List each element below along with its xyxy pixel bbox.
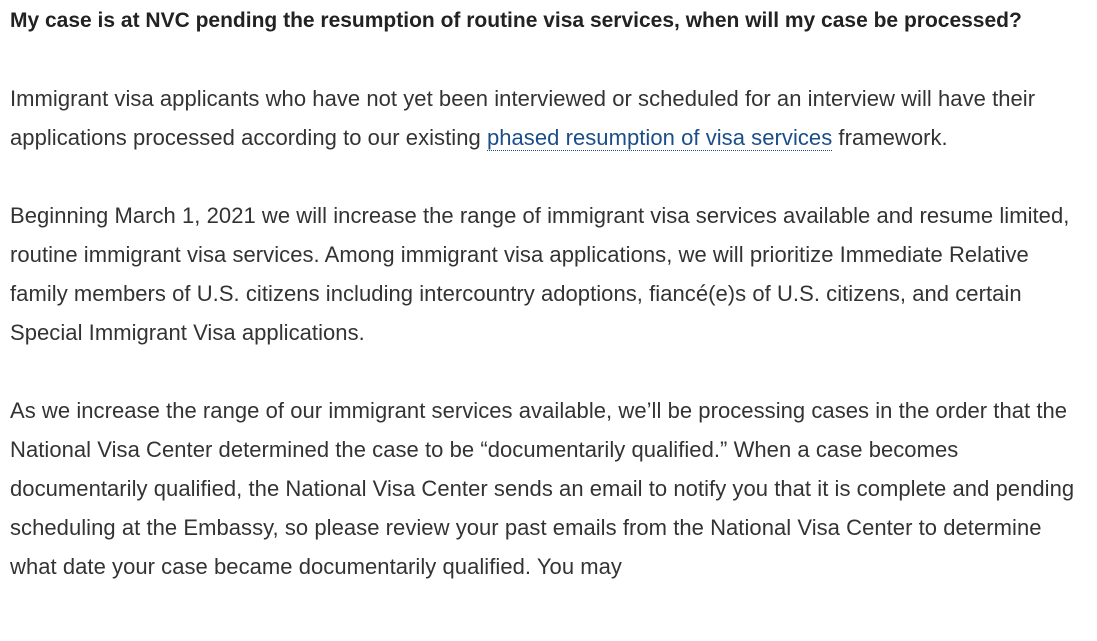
faq-question: My case is at NVC pending the resumption of routine visa services, when will my case be processed? [10,9,1022,32]
faq-answer-paragraph-1 [10,79,1080,157]
faq-article [10,0,1080,586]
faq-answer-paragraph-3: As we increase the range of our immigrant services available, we’ll be processing cases in the order that the National Visa Center determined the case to be “documentarily qualified.” When a case becomes documentarily qualified, the National Visa Center sends an email to notify you that it is complete and pending scheduling at the Embassy, so please review your past emails from the National Visa Center to determine what date your case became documentarily qualified. You may [10,398,1075,579]
paragraph-text: Immigrant visa applicants who have not yet been interviewed or scheduled for an interview will have their applications processed according to our existing [10,86,1036,150]
faq-answer-paragraph-2: Beginning March 1, 2021 we will increase the range of immigrant visa services available and resume limited, routine immigrant visa services. Among immigrant visa applications, we will prioritize Immediate Relative family members of U.S. citizens including intercountry adoptions, fiancé(e)s of U.S. citizens, and certain Special Immigrant Visa applications. [10,203,1070,345]
phased-resumption-link[interactable]: phased resumption of visa services [486,125,833,150]
paragraph-text: framework. [832,125,948,150]
